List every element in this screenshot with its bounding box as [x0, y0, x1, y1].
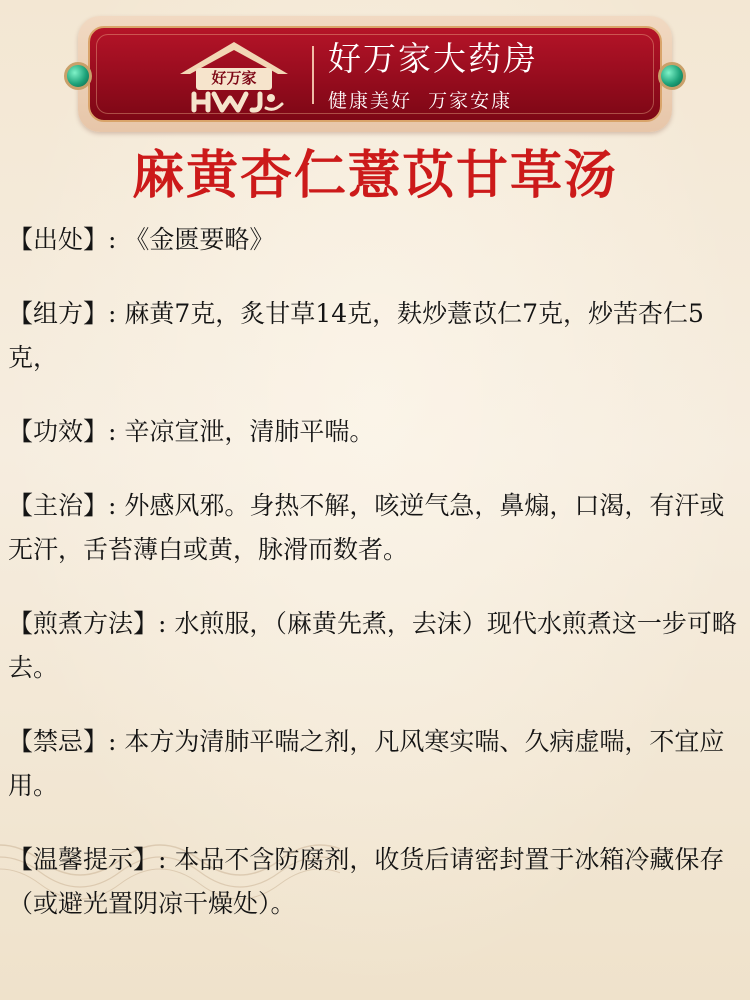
banner-divider — [312, 46, 314, 104]
section-label: 【煎煮方法】: — [8, 609, 167, 638]
section-decoction — [8, 602, 744, 690]
section-text: 本品不含防腐剂，收货后请密封置于冰箱冷藏保存（或避光置阴凉干燥处）。 — [8, 845, 725, 918]
section-efficacy — [8, 410, 744, 454]
brand-logo — [174, 38, 294, 114]
store-name: 好万家大药房 — [328, 39, 538, 78]
brand-banner — [78, 16, 672, 132]
logo-text: 好万家 — [211, 69, 257, 87]
section-label: 【功效】: — [8, 417, 117, 446]
section-label: 【禁忌】: — [8, 727, 117, 756]
page-title: 麻黄杏仁薏苡甘草汤 — [131, 146, 618, 206]
section-text: 本方为清肺平喘之剂，凡风寒实喘、久病虚喘，不宜应用。 — [8, 727, 725, 800]
jade-gem-right-icon — [658, 62, 686, 90]
recipe-details — [8, 212, 744, 926]
store-slogan: 健康美好 万家安康 — [328, 90, 513, 112]
section-label: 【出处】: — [8, 225, 117, 254]
section-text: 《金匮要略》 — [116, 225, 275, 254]
section-source — [8, 218, 744, 262]
section-label: 【温馨提示】: — [8, 845, 167, 874]
jade-gem-left-icon — [64, 62, 92, 90]
section-text: 外感风邪。身热不解，咳逆气急，鼻煽，口渴，有汗或无汗，舌苔薄白或黄，脉滑而数者。 — [8, 491, 725, 564]
section-text: 麻黄7克，炙甘草14克，麸炒薏苡仁7克，炒苦杏仁5克， — [8, 299, 704, 372]
section-text: 辛凉宣泄，清肺平喘。 — [116, 417, 375, 446]
section-tips — [8, 838, 744, 926]
section-label: 【主治】: — [8, 491, 117, 520]
section-indications — [8, 484, 744, 572]
section-text: 水煎服，（麻黄先煮，去沫）现代水煎煮这一步可略去。 — [8, 609, 737, 682]
section-formula — [8, 292, 744, 380]
section-label: 【组方】: — [8, 299, 117, 328]
section-contraindications — [8, 720, 744, 808]
